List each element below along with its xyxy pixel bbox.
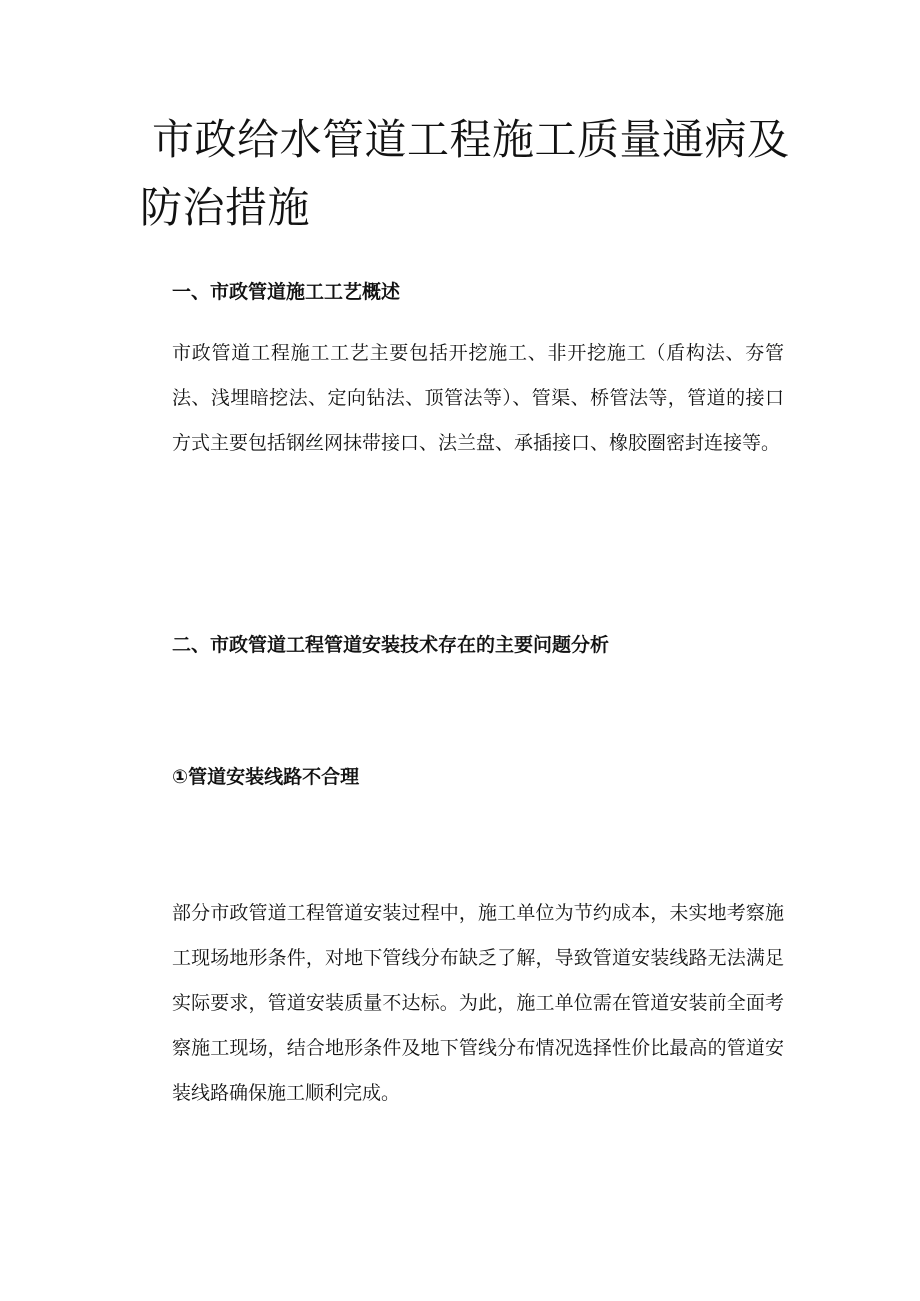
section-heading-2: 二、市政管道工程管道安装技术存在的主要问题分析 (172, 634, 610, 656)
subsection-paragraph-1: 部分市政管道工程管道安装过程中，施工单位为节约成本，未实地考察施工现场地形条件，对地下管线分布缺乏了解，导致管道安装线路无法满足实际要求，管道安装质量不达标。为此，施工单位需在管道安装前全面考察施工现场，结合地形条件及地下管线分布情况选择性价比最高的管道安装线路确保施工顺利完成。 (172, 902, 784, 1104)
subsection-heading-1: ①管道安装线路不合理 (172, 766, 360, 788)
section-paragraph-1: 市政管道工程施工工艺主要包括开挖施工、非开挖施工（盾构法、夯管法、浅埋暗挖法、定向钻法、顶管法等）、管渠、桥管法等，管道的接口方式主要包括钢丝网抹带接口、法兰盘、承插接口、橡胶圈密封连接等。 (172, 342, 784, 454)
section-heading-1: 一、市政管道施工工艺概述 (172, 281, 401, 303)
document-title: 市政给水管道工程施工质量通病及防治措施 (140, 115, 790, 232)
